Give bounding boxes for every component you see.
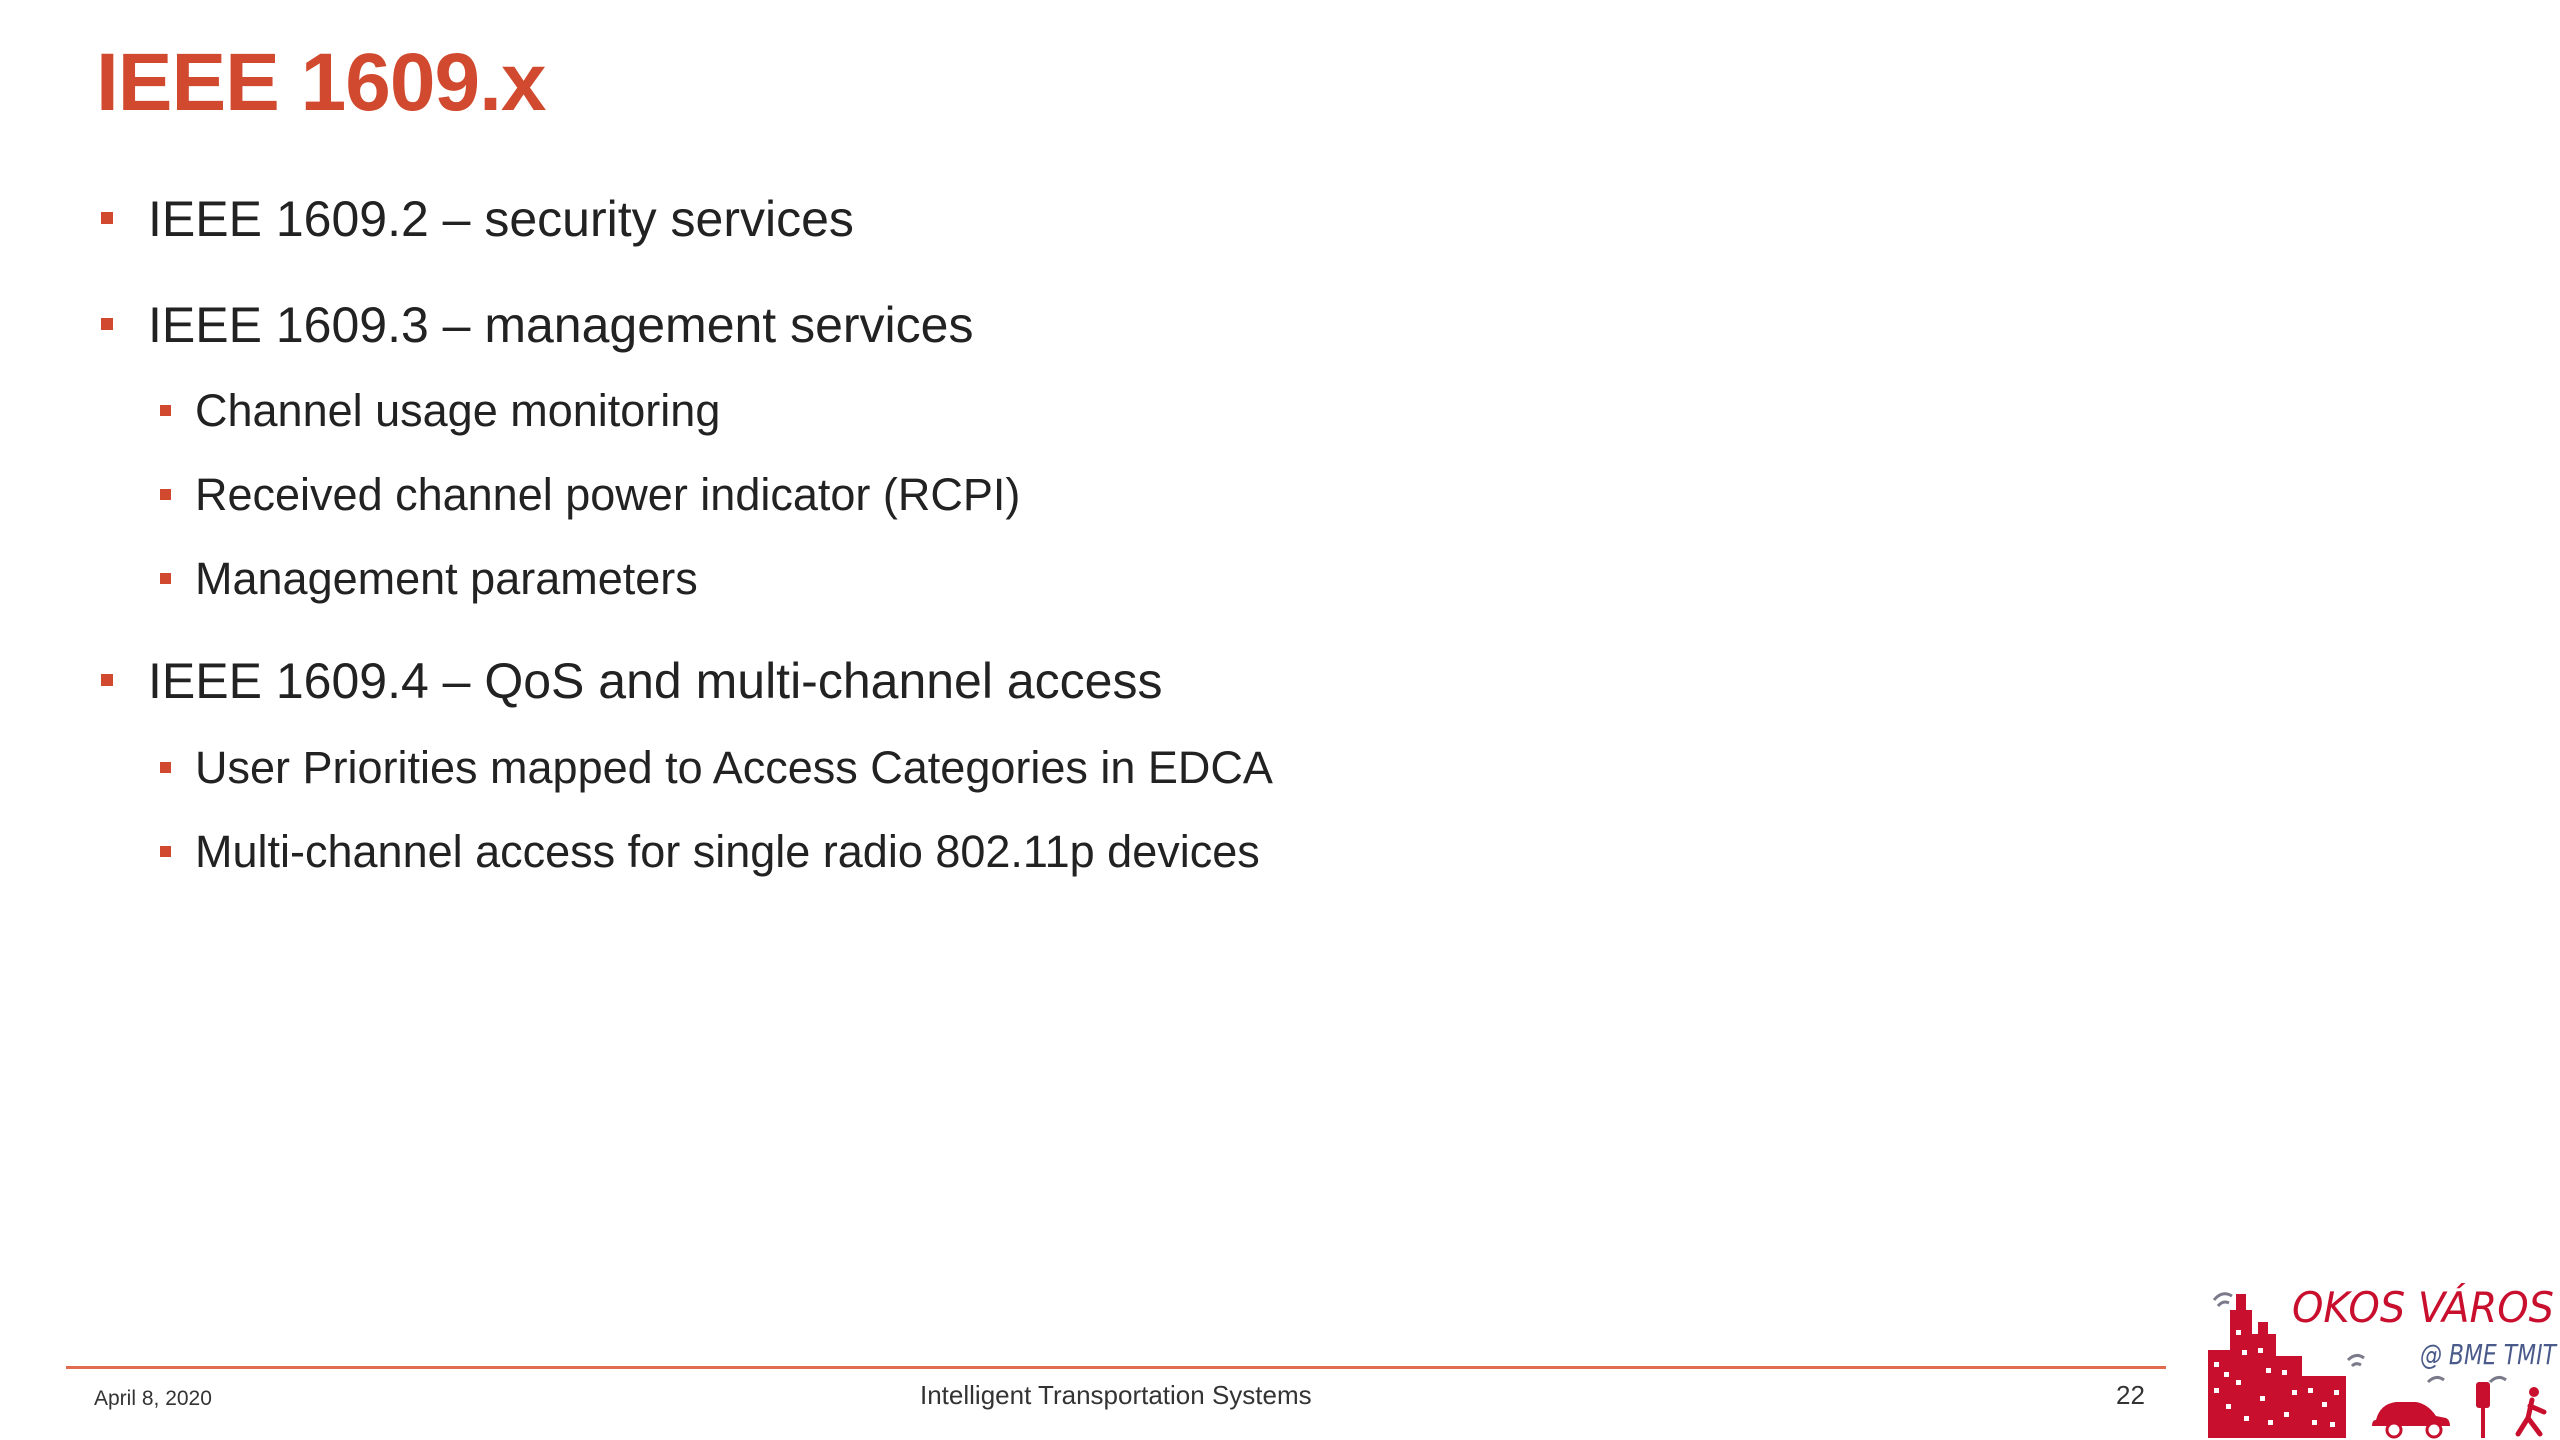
footer-divider (66, 1366, 2166, 1369)
sub-bullet-item (195, 742, 1273, 794)
okos-varos-logo (2200, 1270, 2560, 1440)
page-number: 22 (2116, 1380, 2145, 1410)
bullet-text: Management parameters (195, 553, 698, 604)
bullet-text: Channel usage monitoring (195, 385, 721, 436)
bullet-text: IEEE 1609.3 – management services (148, 297, 974, 353)
bullet-marker-icon (101, 318, 113, 330)
bullet-item (148, 652, 1162, 710)
bullet-text: User Priorities mapped to Access Categories in EDCA (195, 742, 1273, 793)
bullet-item (148, 296, 973, 354)
bullet-marker-icon (160, 405, 171, 416)
footer-date: April 8, 2020 (94, 1387, 212, 1410)
bullet-marker-icon (101, 674, 113, 686)
car-icon (2372, 1402, 2450, 1437)
logo-main-text: OKOS VÁROS (2292, 1283, 2540, 1332)
bullet-marker-icon (101, 212, 113, 224)
pedestrian-icon (2518, 1387, 2544, 1434)
bullet-text: IEEE 1609.2 – security services (148, 191, 854, 247)
sub-bullet-item (195, 469, 1020, 521)
traffic-light-icon (2476, 1382, 2490, 1438)
footer-title: Intelligent Transportation Systems (920, 1380, 1312, 1410)
bullet-marker-icon (160, 846, 171, 857)
logo-sub-text: @ BME TMIT (2420, 1338, 2558, 1371)
bullet-marker-icon (160, 762, 171, 773)
bullet-text: Multi-channel access for single radio 802.11p devices (195, 826, 1260, 877)
sub-bullet-item (195, 826, 1260, 878)
bullet-marker-icon (160, 573, 171, 584)
bullet-item (148, 190, 854, 248)
bullet-text: IEEE 1609.4 – QoS and multi-channel access (148, 653, 1163, 709)
sub-bullet-item (195, 553, 698, 605)
bullet-marker-icon (160, 489, 171, 500)
sub-bullet-item (195, 385, 720, 437)
bullet-text: Received channel power indicator (RCPI) (195, 469, 1021, 520)
slide-title: IEEE 1609.x (96, 37, 546, 128)
